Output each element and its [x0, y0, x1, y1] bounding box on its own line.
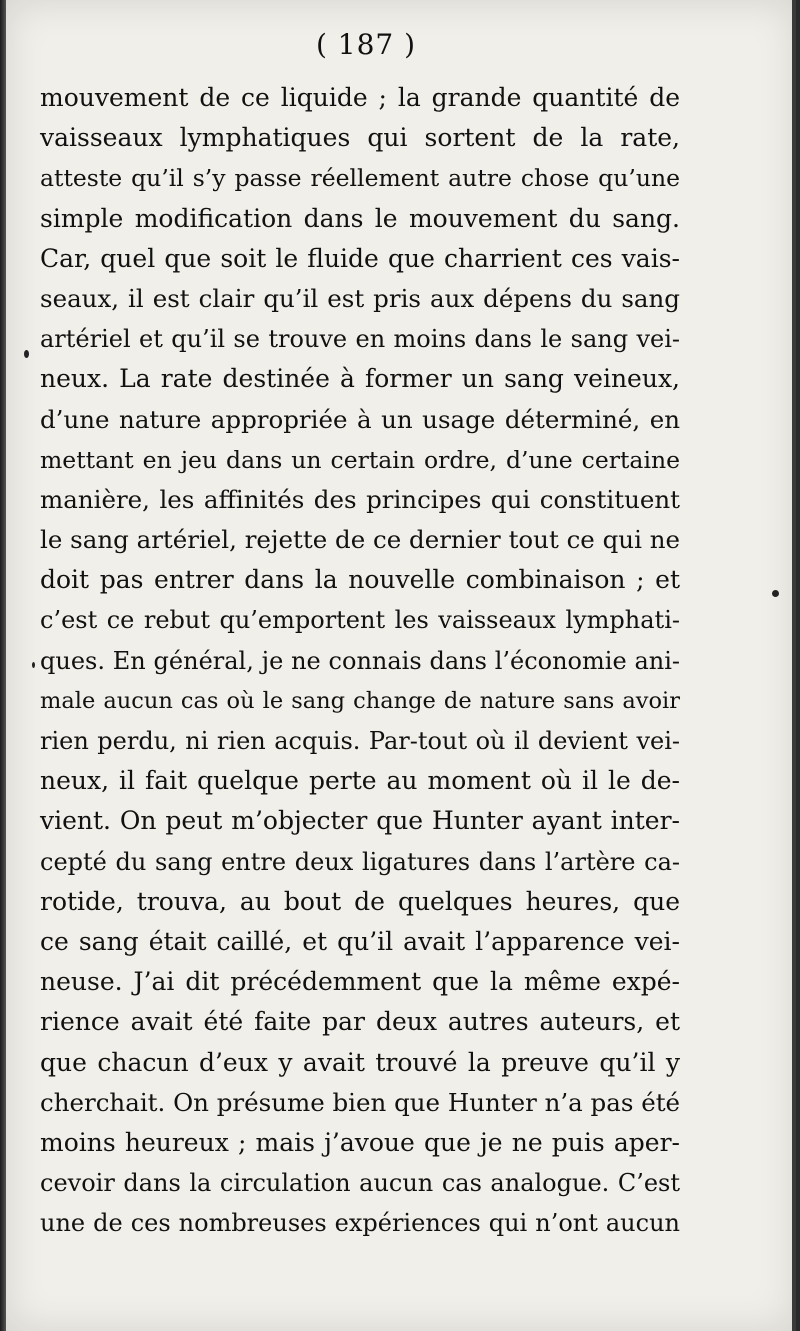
text-line: le sang artériel, rejette de ce dernier tout ce qui ne — [40, 525, 680, 555]
text-line: que chacun d’eux y avait trouvé la preuve qu’il y — [40, 1047, 680, 1077]
text-line: Car, quel que soit le fluide que charrient ces vais- — [40, 243, 680, 273]
text-line: mouvement de ce liquide ; la grande quantité de — [40, 83, 680, 112]
body-text — [40, 78, 680, 1243]
text-line: cepté du sang entre deux ligatures dans l’artère ca- — [40, 847, 680, 876]
text-line: male aucun cas où le sang change de nature sans avoir — [40, 687, 680, 714]
text-line: une de ces nombreuses expériences qui n’ont aucun — [40, 1209, 680, 1238]
text-line: doit pas entrer dans la nouvelle combinaison ; et — [40, 565, 680, 595]
book-page — [6, 0, 796, 1331]
paper-speck — [32, 662, 35, 668]
text-line: rotide, trouva, au bout de quelques heures, que — [40, 886, 680, 916]
text-line: neux. La rate destinée à former un sang veineux, — [40, 364, 680, 394]
paper-speck — [24, 350, 29, 358]
page-number: ( 187 ) — [315, 28, 417, 61]
text-line: neuse. J’ai dit précédemment que la même expé- — [40, 967, 680, 997]
text-line: mettant en jeu dans un certain ordre, d’une certaine — [40, 445, 680, 474]
text-line: cherchait. On présume bien que Hunter n’a pas été — [40, 1087, 681, 1117]
page-edge-right — [792, 0, 796, 1331]
text-line: ce sang était caillé, et qu’il avait l’apparence vei- — [40, 926, 680, 956]
text-line: moins heureux ; mais j’avoue que je ne puis aper- — [40, 1127, 680, 1157]
text-line: artériel et qu’il se trouve en moins dans le sang vei- — [40, 325, 680, 354]
text-line: c’est ce rebut qu’emportent les vaisseaux lymphati- — [40, 606, 680, 635]
text-line: cevoir dans la circulation aucun cas analogue. C’est — [40, 1169, 680, 1198]
text-line: d’une nature appropriée à un usage déterminé, en — [40, 404, 680, 434]
text-line: manière, les affinités des principes qui constituent — [40, 484, 680, 514]
text-line: vient. On peut m’objecter que Hunter ayant inter- — [40, 806, 680, 836]
paper-speck — [772, 590, 779, 597]
text-line: seaux, il est clair qu’il est pris aux dépens du sang — [40, 283, 680, 313]
text-line: ques. En général, je ne connais dans l’économie ani- — [40, 646, 680, 675]
text-line: neux, il fait quelque perte au moment où il le de- — [40, 766, 680, 796]
text-line: simple modification dans le mouvement du sang. — [40, 203, 680, 233]
text-line: rience avait été faite par deux autres auteurs, et — [40, 1007, 680, 1037]
text-line: atteste qu’il s’y passe réellement autre chose qu’une — [40, 164, 680, 193]
text-line: rien perdu, ni rien acquis. Par-tout où il devient vei- — [40, 727, 680, 755]
text-line: vaisseaux lymphatiques qui sortent de la rate, — [40, 123, 680, 153]
